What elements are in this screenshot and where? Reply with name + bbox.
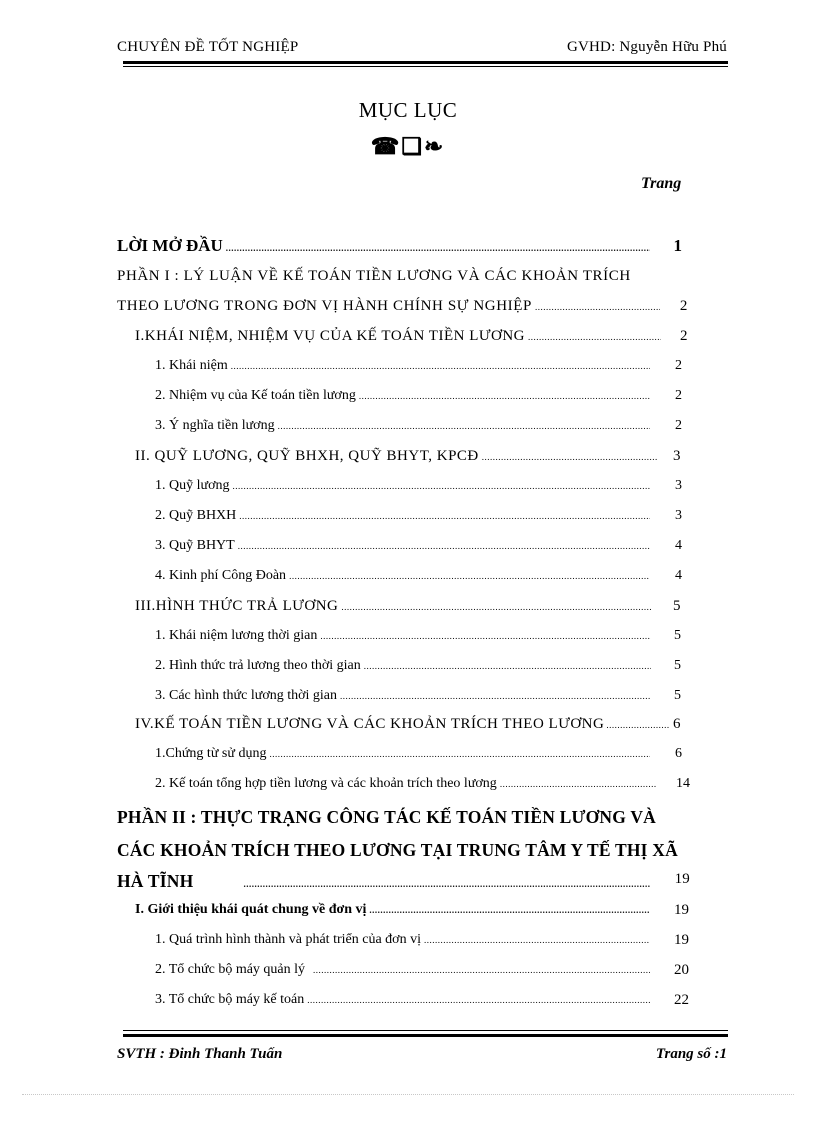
toc-page-number: 6 [673,716,681,732]
toc-entry: 3. Các hình thức lương thời gian ..... 5 [155,688,655,712]
header-rule [123,61,728,64]
toc-page-number: 5 [673,598,681,614]
toc-entry: 2. Nhiệm vụ của Kế toán tiền lương ..... 2 [155,388,654,412]
toc-part-heading: PHẦN II : THỰC TRẠNG CÔNG TÁC KẾ TOÁN TIỀN LƯƠNG VÀ [117,807,657,827]
toc-entry: 2. Hình thức trả lương theo thời gian ..... 5 [155,658,655,682]
toc-entry: 2. Tổ chức bộ máy quản lý ..... 20 [155,962,654,986]
toc-page-number: 5 [674,628,681,643]
footer-page-number: Trang số :1 [655,1046,727,1062]
header-title: CHUYÊN ĐỀ TỐT NGHIỆP [117,39,299,55]
toc-page-number: 2 [675,418,682,433]
toc-entry: HÀ TĨNH ..... 19 [117,871,654,895]
toc-entry: 3. Ý nghĩa tiền lương ..... 2 [155,418,654,442]
toc-page-number: 19 [674,932,689,948]
toc-page-number: 22 [674,992,689,1008]
toc-entry: 4. Kinh phí Công Đoàn ..... 4 [155,568,654,592]
page-edge-divider [22,1094,794,1095]
toc-page-number: 5 [674,688,681,703]
toc-entry: 1.Chứng từ sử dụng ..... 6 [155,746,654,770]
toc-page-number: 2 [675,388,682,403]
toc-entry: 1. Khái niệm lương thời gian ..... 5 [155,628,655,652]
toc-page-number: 3 [675,508,682,523]
toc-page-number: 3 [675,478,682,493]
toc-page-number: 5 [674,658,681,673]
toc-entry: 1. Khái niệm ..... 2 [155,358,654,382]
toc-page-number: 2 [675,358,682,373]
toc-page-number: 20 [674,962,689,978]
toc-entry: III.HÌNH THỨC TRẢ LƯƠNG ..... 5 [135,598,655,622]
footer-rule-thin [123,1030,728,1031]
toc-entry: 1. Quá trình hình thành và phát triển của đơn vị ..... 19 [155,932,654,956]
toc-entry: IV.KẾ TOÁN TIỀN LƯƠNG VÀ CÁC KHOẢN TRÍCH THEO LƯƠNG ..... 6 [135,716,670,740]
toc-part-heading: PHẦN I : LÝ LUẬN VỀ KẾ TOÁN TIỀN LƯƠNG VÀ CÁC KHOẢN TRÍCH [117,268,631,284]
toc-page-number: 4 [675,538,682,553]
toc-entry: 2. Kế toán tổng hợp tiền lương và các khoản trích theo lương ..... 14 [155,776,661,800]
toc-page-number: 14 [676,776,690,791]
toc-page-number: 1 [673,236,682,255]
ornament-icon: ☎❑❧ [370,134,446,159]
page-header [117,39,727,59]
toc-page-number: 4 [675,568,682,583]
footer-rule [123,1034,728,1037]
toc-entry: II. QUỸ LƯƠNG, QUỸ BHXH, QUỸ BHYT, KPCĐ ..... 3 [135,448,661,472]
page-column-label: Trang [641,175,682,192]
toc-entry: 3. Quỹ BHYT ..... 4 [155,538,654,562]
toc-entry: LỜI MỞ ĐẦU ..... 1 [117,236,654,260]
toc-entry: I.KHÁI NIỆM, NHIỆM VỤ CỦA KẾ TOÁN TIỀN LƯƠNG ..... 2 [135,328,665,352]
page-footer [117,1046,727,1066]
toc-entry: 1. Quỹ lương ..... 3 [155,478,654,502]
toc-page-number: 2 [680,328,688,344]
toc-page-number: 3 [673,448,681,464]
footer-author: SVTH : Đinh Thanh Tuấn [117,1046,283,1062]
header-advisor: GVHD: Nguyễn Hữu Phú [566,39,727,55]
page-title: MỤC LỤC [358,98,458,122]
toc-page-number: 19 [674,871,690,887]
toc-entry: 3. Tổ chức bộ máy kế toán ..... 22 [155,992,654,1016]
toc-entry: 2. Quỹ BHXH ..... 3 [155,508,654,532]
toc-part-heading: CÁC KHOẢN TRÍCH THEO LƯƠNG TẠI TRUNG TÂM Y TẾ THỊ XÃ [117,840,678,860]
toc-entry: I. Giới thiệu khái quát chung về đơn vị ..... 19 [135,902,654,926]
toc-page-number: 6 [675,746,682,761]
toc-entry: THEO LƯƠNG TRONG ĐƠN VỊ HÀNH CHÍNH SỰ NGHIỆP ..... 2 [117,298,664,322]
toc-page-number: 19 [674,902,689,918]
toc-page-number: 2 [679,298,688,314]
header-rule-thin [123,66,728,67]
